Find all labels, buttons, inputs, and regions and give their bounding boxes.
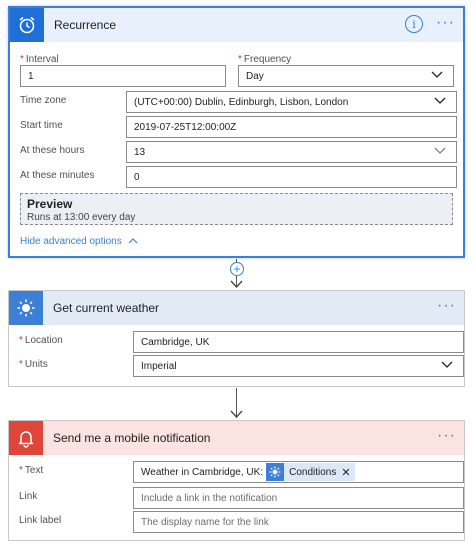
preview-box	[20, 193, 453, 225]
frequency-select[interactable]	[238, 65, 454, 87]
bell-icon	[16, 428, 36, 448]
conditions-token[interactable]	[266, 463, 354, 481]
timezone-value: (UTC+00:00) Dublin, Edinburgh, Lisbon, London	[134, 97, 349, 108]
preview-title: Preview	[27, 197, 73, 211]
interval-value: 1	[28, 71, 34, 82]
notification-header[interactable]	[9, 421, 464, 455]
weather-card[interactable]	[8, 290, 465, 387]
hours-select[interactable]	[126, 141, 457, 163]
text-row	[19, 461, 454, 483]
units-label: * Units	[19, 359, 48, 370]
link-label-placeholder: The display name for the link	[141, 517, 269, 528]
location-row	[19, 331, 454, 353]
recurrence-icon-box	[10, 8, 44, 42]
timezone-label: Time zone	[20, 95, 67, 106]
chevron-down-icon	[441, 361, 453, 369]
link-input[interactable]	[133, 487, 464, 509]
notification-card[interactable]	[8, 420, 465, 541]
hours-label: At these hours	[20, 145, 85, 156]
add-step-button[interactable]	[230, 262, 244, 276]
weather-header[interactable]	[9, 291, 464, 325]
location-value: Cambridge, UK	[141, 337, 210, 348]
text-label: * Text	[19, 465, 44, 476]
hours-value: 13	[134, 147, 146, 158]
frequency-label: * Frequency	[238, 54, 292, 65]
start-time-label: Start time	[20, 120, 63, 131]
hide-advanced-options-link[interactable]: Hide advanced options	[20, 236, 138, 247]
units-value: Imperial	[141, 361, 177, 372]
link-placeholder: Include a link in the notification	[141, 493, 278, 504]
preview-text: Runs at 13:00 every day	[27, 212, 136, 223]
link-label-label: Link label	[19, 515, 62, 526]
arrow-down-icon	[230, 280, 243, 288]
recurrence-card[interactable]	[8, 6, 465, 258]
info-icon[interactable]: i	[405, 15, 423, 33]
weather-more-button[interactable]: ···	[437, 297, 456, 314]
chevron-down-icon	[434, 97, 446, 105]
location-input[interactable]	[133, 331, 464, 353]
link-row	[19, 487, 454, 509]
units-row	[19, 355, 454, 377]
chevron-up-icon	[128, 237, 138, 244]
minutes-input[interactable]	[126, 166, 457, 188]
notification-title: Send me a mobile notification	[53, 431, 211, 445]
notification-icon-box	[9, 421, 43, 455]
start-time-input[interactable]	[126, 116, 457, 138]
interval-input[interactable]	[20, 65, 226, 87]
token-label: Conditions	[289, 466, 337, 478]
link-label-input[interactable]	[133, 511, 464, 533]
start-time-row	[20, 116, 453, 138]
recurrence-header[interactable]	[10, 8, 463, 42]
timezone-row	[20, 91, 453, 113]
hours-row	[20, 141, 453, 163]
weather-title: Get current weather	[53, 301, 160, 315]
minutes-value: 0	[134, 172, 140, 183]
link-label-row	[19, 511, 454, 533]
location-label: * Location	[19, 335, 63, 346]
minutes-row	[20, 166, 453, 188]
text-prefix: Weather in Cambridge, UK:	[141, 466, 264, 478]
chevron-down-icon	[431, 71, 443, 79]
notification-more-button[interactable]: ···	[437, 427, 456, 444]
frequency-value: Day	[246, 71, 264, 82]
recurrence-more-button[interactable]: ···	[436, 14, 455, 31]
token-sun-icon	[266, 463, 284, 481]
interval-label: * Interval	[20, 54, 59, 65]
chevron-down-icon	[434, 147, 446, 155]
recurrence-title: Recurrence	[54, 18, 117, 32]
link-label: Link	[19, 491, 38, 502]
timezone-select[interactable]	[126, 91, 457, 113]
weather-icon-box	[9, 291, 43, 325]
text-input[interactable]	[133, 461, 464, 483]
arrow-down-icon	[230, 410, 243, 418]
plus-icon: +	[233, 262, 241, 276]
alarm-clock-icon	[17, 15, 37, 35]
token-remove-icon[interactable]: ✕	[341, 466, 351, 479]
units-select[interactable]	[133, 355, 464, 377]
start-time-value: 2019-07-25T12:00:00Z	[134, 122, 237, 133]
sun-icon	[16, 298, 36, 318]
minutes-label: At these minutes	[20, 170, 95, 181]
